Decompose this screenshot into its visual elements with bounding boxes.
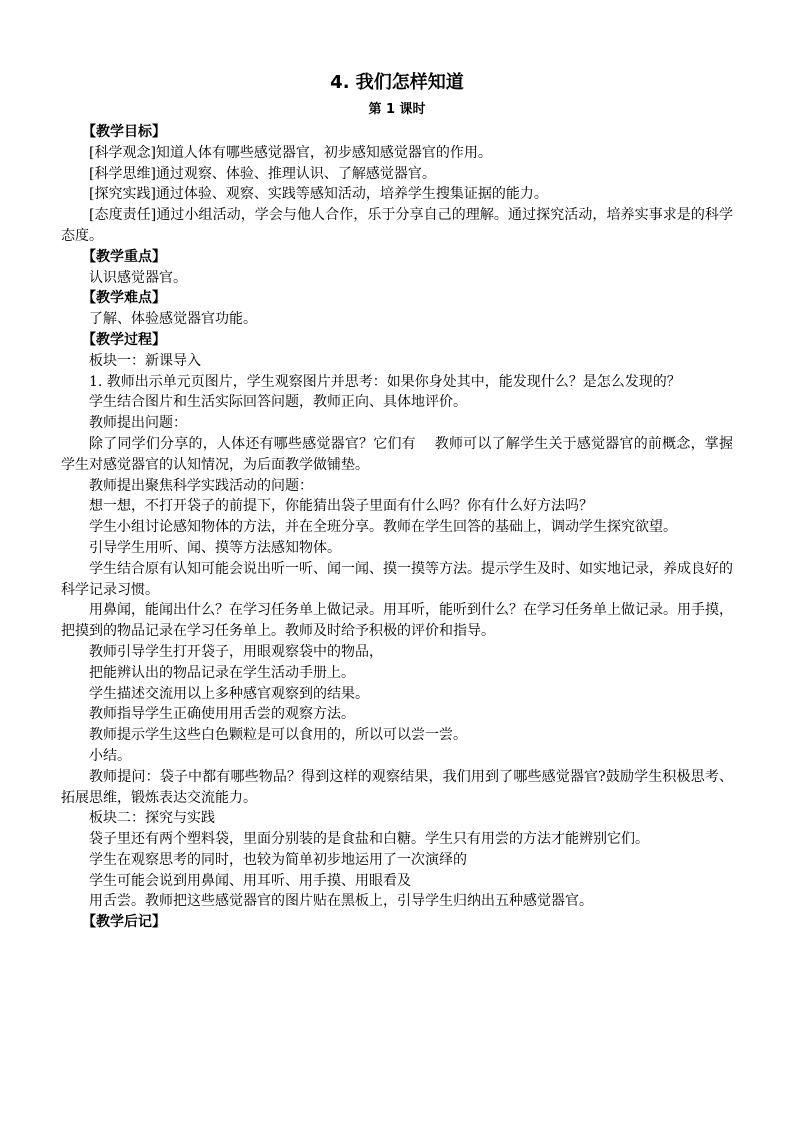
block2-title: 板块二：探究与实践 [89,810,215,827]
paragraph: 袋子里还有两个塑料袋，里面分别装的是食盐和白糖。学生只有用尝的方法才能辨别它们。 [89,831,649,848]
key-points-heading: 【教学重点】 [82,248,166,265]
process-heading: 【教学过程】 [82,331,166,348]
paragraph: 用舌尝。教师把这些感觉器官的图片贴在黑板上，引导学生归纳出五种感觉器官。 [89,893,593,910]
paragraph: 用鼻闻，能闻出什么？在学习任务单上做记录。用耳听，能听到什么？在学习任务单上做记录。用手摸，把摸到的物品记录在学习任务单上。教师及时给予积极的评价和指导。 [61,602,733,640]
paragraph: 1. 教师出示单元页图片，学生观察图片并思考：如果你身处其中，能发现什么？是怎么发现的？ [89,373,681,390]
paragraph: 学生描述交流用以上多种感官观察到的结果。 [89,685,369,702]
goals-heading: 【教学目标】 [82,124,166,140]
lesson-title: 4. 我们怎样知道 [330,72,464,93]
paragraph: 学生结合图片和生活实际回答问题，教师正向、具体地评价。 [89,394,467,411]
goal-science-concept: [科学观念]知道人体有哪些感觉器官，初步感知感觉器官的作用。 [89,144,492,161]
paragraph: 想一想，不打开袋子的前提下，你能猜出袋子里面有什么吗？你有什么好方法吗？ [89,498,593,515]
difficulty-text: 了解、体验感觉器官功能。 [89,311,257,328]
paragraph: 学生结合原有认知可能会说出听一听、闻一闻、摸一摸等方法。提示学生及时、如实地记录，养成良好的科学记录习惯。 [61,560,733,598]
paragraph: 教师指导学生正确使用用舌尝的观察方法。 [89,706,355,723]
goal-attitude-responsibility: [态度责任]通过小组活动，学会与他人合作，乐于分享自己的理解。通过探究活动，培养实事求是的科学态度。 [61,207,733,244]
paragraph: 教师提问：袋子中都有哪些物品？得到这样的观察结果，我们用到了哪些感觉器官?鼓励学生积极思考、拓展思维，锻炼表达交流能力。 [61,768,733,806]
paragraph: 教师提出聚焦科学实践活动的问题： [89,477,313,494]
postscript-heading: 【教学后记】 [82,914,166,931]
paragraph: 引导学生用听、闻、摸等方法感知物体。 [89,539,341,556]
difficulty-heading: 【教学难点】 [82,290,166,307]
paragraph: 教师提示学生这些白色颗粒是可以食用的，所以可以尝一尝。 [89,727,467,744]
goal-science-thinking: [科学思维]通过观察、体验、推理认识、了解感觉器官。 [89,165,436,182]
paragraph: 教师引导学生打开袋子，用眼观察袋中的物品， [89,643,383,660]
paragraph: 学生可能会说到用鼻闻、用耳听、用手摸、用眼看及 [89,872,411,889]
key-points-text: 认识感觉器官。 [89,269,187,286]
block1-title: 板块一：新课导入 [89,352,201,369]
paragraph: 把能辨认出的物品记录在学生活动手册上。 [89,664,355,681]
document-page [61,70,733,933]
paragraph: 学生小组讨论感知物体的方法，并在全班分享。教师在学生回答的基础上，调动学生探究欲望。 [89,519,677,536]
goal-inquiry-practice: [探究实践]通过体验、观察、实践等感知活动，培养学生搜集证据的能力。 [89,186,548,203]
paragraph: 除了同学们分享的，人体还有哪些感觉器官？它们有 教师可以了解学生关于感觉器官的前概念，掌握学生对感觉器官的认知情况，为后面教学做铺垫。 [61,435,733,473]
paragraph: 教师提出问题： [89,415,187,432]
paragraph: 学生在观察思考的同时，也较为简单初步地运用了一次演绎的 [89,851,467,868]
lesson-subtitle: 第 1 课时 [368,102,426,117]
paragraph: 小结。 [89,747,131,764]
